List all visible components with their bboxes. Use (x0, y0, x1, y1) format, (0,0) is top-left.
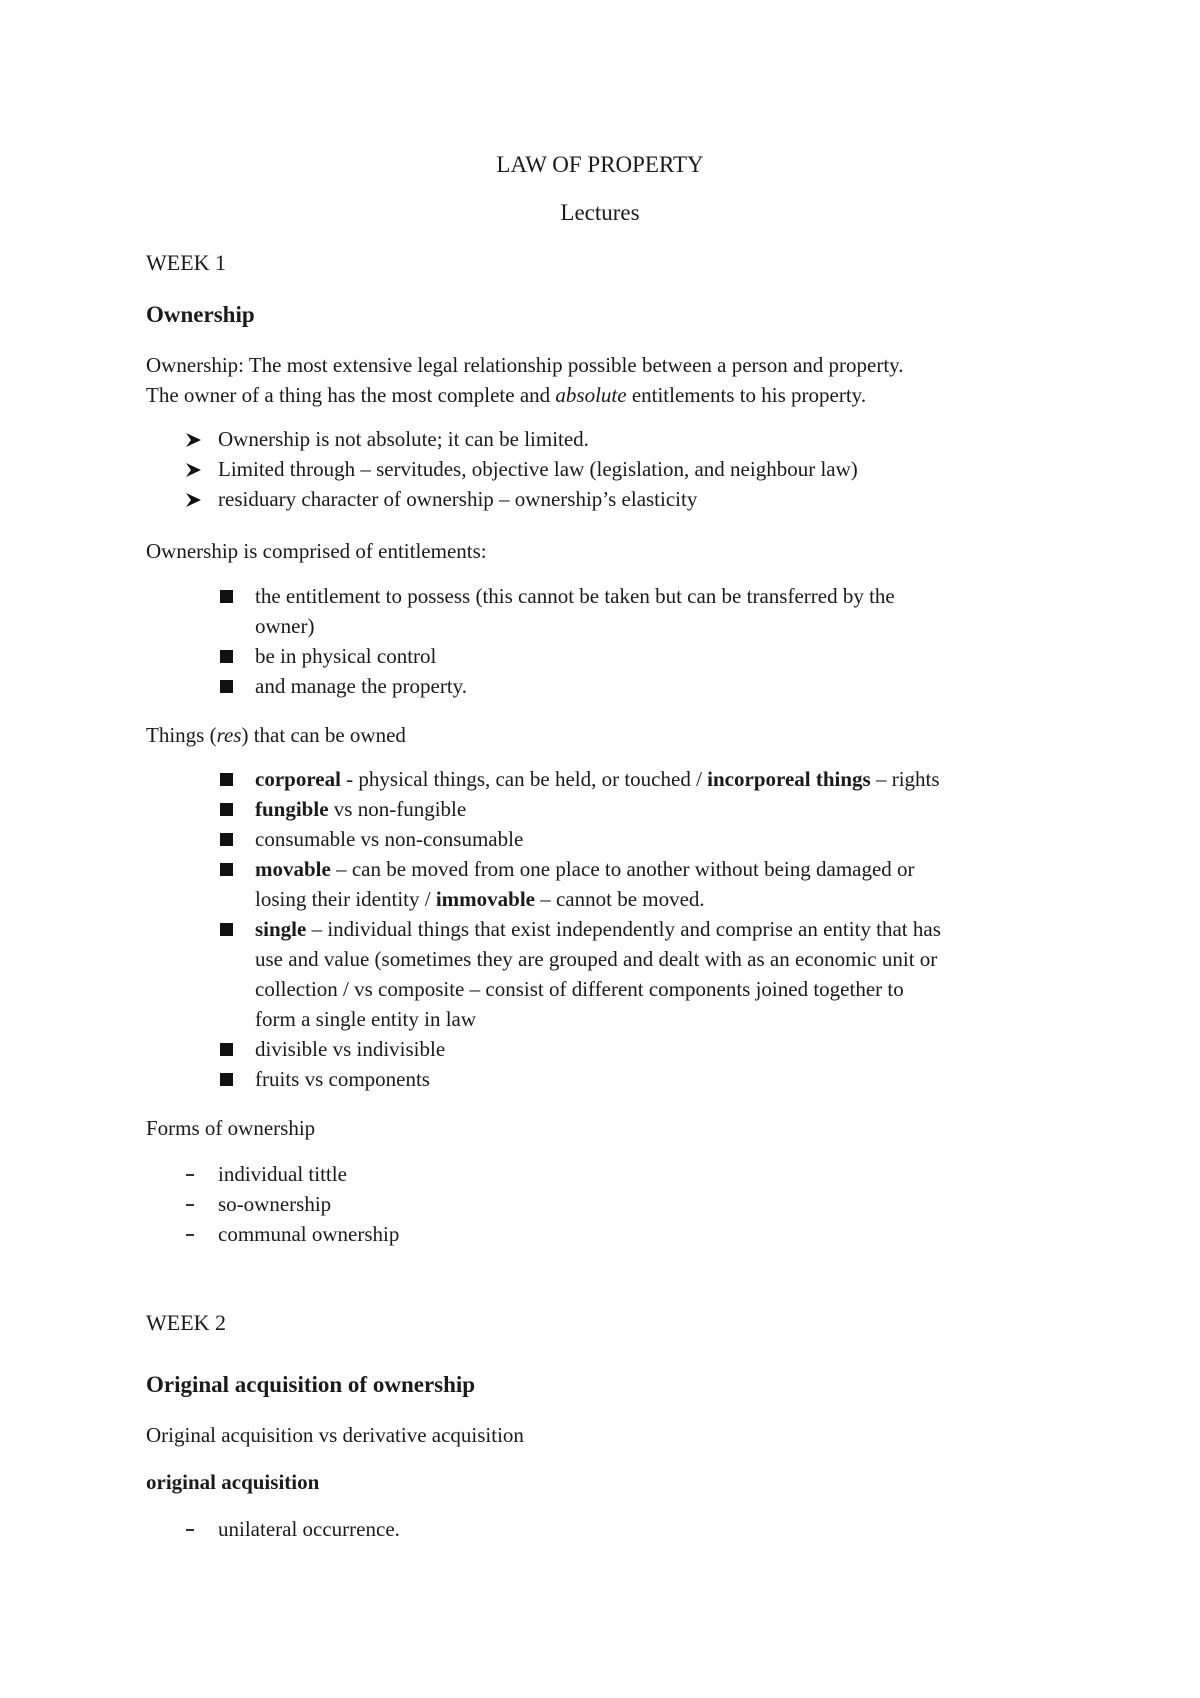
square-bullet-icon (220, 1073, 233, 1086)
thing-type-corporeal: corporeal - physical things, can be held, or touched / incorporeal things – rights (255, 767, 940, 791)
forms-intro: Forms of ownership (146, 1116, 316, 1140)
arrow-point: residuary character of ownership – ownership’s elasticity (218, 487, 698, 511)
week1-heading: Ownership (146, 302, 255, 327)
document-subtitle: Lectures (560, 200, 640, 225)
square-bullet-icon (220, 590, 233, 603)
square-bullet-icon (220, 803, 233, 816)
original-acquisition-subheading: original acquisition (146, 1470, 320, 1494)
arrow-bullet-icon (185, 432, 202, 448)
arrow-point: Ownership is not absolute; it can be limited. (218, 427, 589, 451)
thing-type-single-continued: form a single entity in law (255, 1007, 477, 1031)
entitlement-item: the entitlement to possess (this cannot be taken but can be transferred by the (255, 584, 895, 608)
square-bullet-icon (220, 680, 233, 693)
square-bullet-icon (220, 833, 233, 846)
week1-label: WEEK 1 (146, 250, 227, 275)
ownership-form: individual tittle (218, 1162, 347, 1186)
thing-type-single-continued: collection / vs composite – consist of different components joined together to (255, 977, 904, 1001)
thing-type-consumable: consumable vs non-consumable (255, 827, 524, 851)
thing-type-fungible: fungible vs non-fungible (255, 797, 467, 821)
dash-bullet-icon (186, 1204, 194, 1206)
ownership-definition-line2: The owner of a thing has the most complete and absolute entitlements to his property. (146, 383, 867, 407)
square-bullet-icon (220, 773, 233, 786)
square-bullet-icon (220, 923, 233, 936)
entitlement-item: and manage the property. (255, 674, 468, 698)
square-bullet-icon (220, 863, 233, 876)
thing-type-movable: movable – can be moved from one place to another without being damaged or (255, 857, 915, 881)
acquisition-comparison: Original acquisition vs derivative acquisition (146, 1423, 524, 1447)
thing-type-divisible: divisible vs indivisible (255, 1037, 446, 1061)
thing-type-single: single – individual things that exist independently and comprise an entity that has (255, 917, 941, 941)
arrow-bullet-icon (185, 492, 202, 508)
square-bullet-icon (220, 1043, 233, 1056)
things-intro: Things (res) that can be owned (146, 723, 406, 747)
dash-bullet-icon (186, 1234, 194, 1236)
entitlement-item-continued: owner) (255, 614, 315, 638)
document-title: LAW OF PROPERTY (496, 152, 704, 177)
entitlements-intro: Ownership is comprised of entitlements: (146, 539, 487, 563)
entitlement-item: be in physical control (255, 644, 437, 668)
original-acquisition-point: unilateral occurrence. (218, 1517, 400, 1541)
arrow-bullet-icon (185, 462, 202, 478)
ownership-form: so-ownership (218, 1192, 332, 1216)
thing-type-single-continued: use and value (sometimes they are grouped and dealt with as an economic unit or (255, 947, 938, 971)
week2-label: WEEK 2 (146, 1310, 227, 1335)
square-bullet-icon (220, 650, 233, 663)
ownership-definition-line1: Ownership: The most extensive legal relationship possible between a person and property. (146, 353, 904, 377)
dash-bullet-icon (186, 1529, 194, 1531)
dash-bullet-icon (186, 1174, 194, 1176)
thing-type-movable-continued: losing their identity / immovable – cannot be moved. (255, 887, 705, 911)
arrow-point: Limited through – servitudes, objective law (legislation, and neighbour law) (218, 457, 858, 481)
ownership-form: communal ownership (218, 1222, 400, 1246)
thing-type-fruits: fruits vs components (255, 1067, 430, 1091)
week2-heading: Original acquisition of ownership (146, 1372, 476, 1397)
